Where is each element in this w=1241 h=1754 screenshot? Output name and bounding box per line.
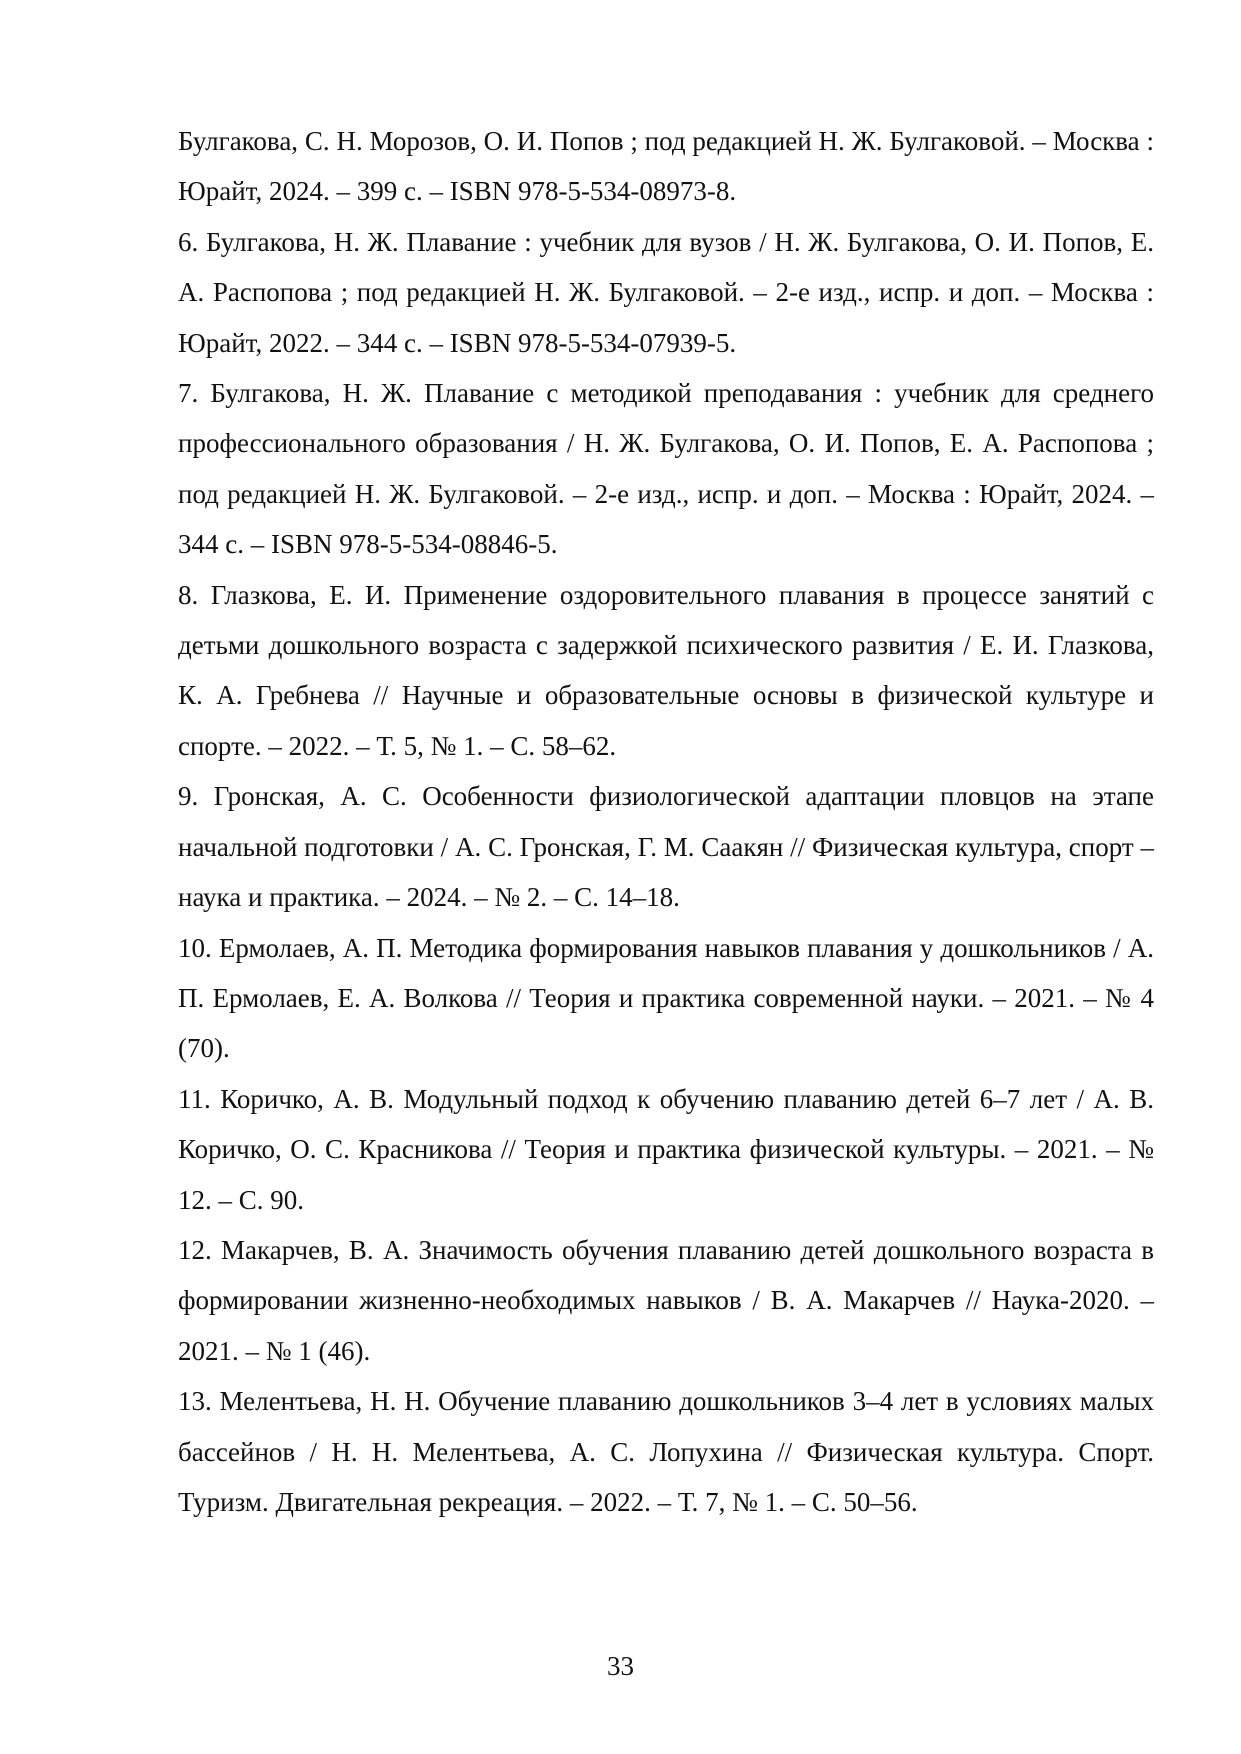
reference-item: 13. Мелентьева, Н. Н. Обучение плаванию дошкольников 3–4 лет в условиях малых бассейнов / Н. Н. Мелентьева, А. С. Лопухина // Физическая культура. Спорт. Туризм. Двигательная рекреация. – 2022. – Т. 7, № 1. – С. 50–56.	[178, 1386, 1154, 1517]
reference-continued: Булгакова, С. Н. Морозов, О. И. Попов ; под редакцией Н. Ж. Булгаковой. – Москва : Юрайт, 2024. – 399 с. – ISBN 978-5-534-08973-8.	[178, 126, 1154, 207]
reference-item: 10. Ермолаев, А. П. Методика формирования навыков плавания у дошкольников / А. П. Ермолаев, Е. А. Волкова // Теория и практика современной науки. – 2021. – № 4 (70).	[178, 932, 1154, 1064]
reference-list	[178, 116, 1154, 1527]
reference-item: 6. Булгакова, Н. Ж. Плавание : учебник для вузов / Н. Ж. Булгакова, О. И. Попов, Е. А. Распопова ; под редакцией Н. Ж. Булгаковой. – 2-е изд., испр. и доп. – Москва : Юрайт, 2022. – 344 с. – ISBN 978-5-534-07939-5.	[178, 226, 1154, 358]
reference-item: 12. Макарчев, В. А. Значимость обучения плаванию детей дошкольного возраста в формировании жизненно-необходимых навыков / В. А. Макарчев // Наука-2020. – 2021. – № 1 (46).	[178, 1234, 1154, 1366]
reference-item: 9. Гронская, А. С. Особенности физиологической адаптации пловцов на этапе начальной подготовки / А. С. Гронская, Г. М. Саакян // Физическая культура, спорт – наука и практика. – 2024. – № 2. – С. 14–18.	[178, 781, 1154, 913]
reference-item: 8. Глазкова, Е. И. Применение оздоровительного плавания в процессе занятий с детьми дошкольного возраста с задержкой психического развития / Е. И. Глазкова, К. А. Гребнева // Научные и образовательные основы в физической культуре и спорте. – 2022. – Т. 5, № 1. – С. 58–62.	[178, 579, 1154, 761]
reference-item: 11. Коричко, А. В. Модульный подход к обучению плаванию детей 6–7 лет / А. В. Коричко, О. С. Красникова // Теория и практика физической культуры. – 2021. – № 12. – С. 90.	[178, 1083, 1154, 1215]
page-number: 33	[607, 1651, 634, 1681]
reference-item: 7. Булгакова, Н. Ж. Плавание с методикой преподавания : учебник для среднего профессионального образования / Н. Ж. Булгакова, О. И. Попов, Е. А. Распопова ; под редакцией Н. Ж. Булгаковой. – 2-е изд., испр. и доп. – Москва : Юрайт, 2024. – 344 с. – ISBN 978-5-534-08846-5.	[178, 378, 1154, 560]
